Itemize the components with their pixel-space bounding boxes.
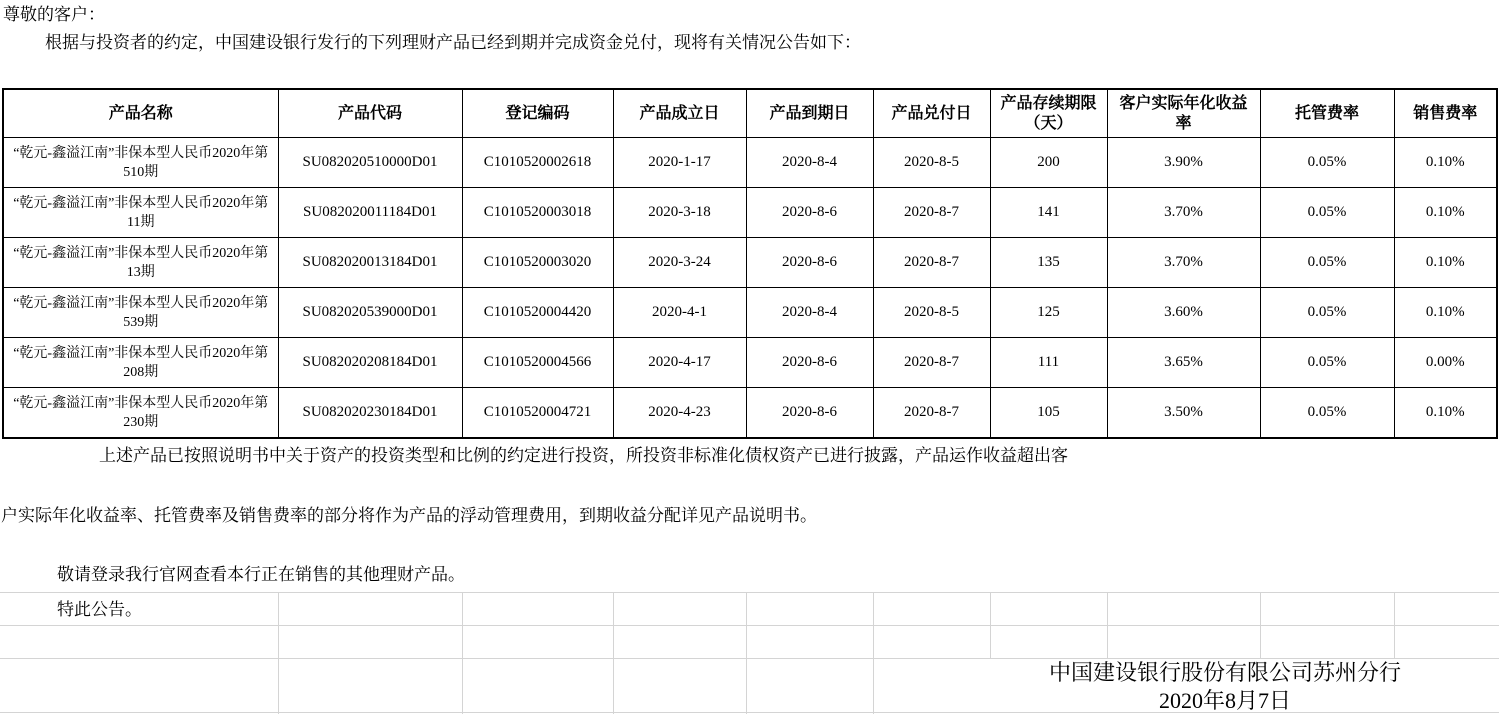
cell-duration-days: 141 [990, 188, 1107, 238]
date-text: 2020年8月7日 [1158, 688, 1291, 713]
header-product-code: 产品代码 [278, 89, 462, 138]
paragraph-notice: 特此公告。 [57, 600, 142, 619]
cell-establish-date: 2020-4-1 [613, 288, 746, 338]
cell-product-code: SU082020510000D01 [278, 138, 462, 188]
header-registration-code: 登记编码 [462, 89, 613, 138]
cell-establish-date: 2020-4-17 [613, 338, 746, 388]
cell-registration-code: C1010520002618 [462, 138, 613, 188]
cell-custody-fee: 0.05% [1260, 388, 1394, 439]
cell-registration-code: C1010520003020 [462, 238, 613, 288]
gridline-horizontal [0, 592, 1499, 593]
paragraph-fee: 户实际年化收益率、托管费率及销售费率的部分将作为产品的浮动管理费用，到期收益分配详见产品说明书。 [1, 506, 817, 525]
cell-registration-code: C1010520004566 [462, 338, 613, 388]
header-payment-date: 产品兑付日 [873, 89, 990, 138]
table-row [3, 138, 1497, 188]
cell-payment-date: 2020-8-5 [873, 288, 990, 338]
cell-duration-days: 125 [990, 288, 1107, 338]
gridline-vertical [1260, 592, 1261, 658]
cell-registration-code: C1010520003018 [462, 188, 613, 238]
header-sales-fee: 销售费率 [1394, 89, 1497, 138]
cell-duration-days: 200 [990, 138, 1107, 188]
intro-text: 根据与投资者的约定，中国建设银行发行的下列理财产品已经到期并完成资金兑付，现将有关情况公告如下： [45, 33, 861, 52]
cell-product-code: SU082020208184D01 [278, 338, 462, 388]
table-body [3, 138, 1497, 439]
gridline-vertical [613, 592, 614, 714]
header-maturity-date: 产品到期日 [746, 89, 873, 138]
paragraph-website: 敬请登录我行官网查看本行正在销售的其他理财产品。 [57, 565, 465, 584]
cell-payment-date: 2020-8-7 [873, 188, 990, 238]
table-header [3, 89, 1497, 138]
table-header-row [3, 89, 1497, 138]
cell-product-name: “乾元-鑫溢江南”非保本型人民币2020年第13期 [3, 238, 278, 288]
cell-sales-fee: 0.10% [1394, 138, 1497, 188]
cell-product-code: SU082020011184D01 [278, 188, 462, 238]
cell-annual-yield: 3.70% [1107, 188, 1260, 238]
gridline-vertical [278, 592, 279, 714]
cell-payment-date: 2020-8-7 [873, 238, 990, 288]
cell-establish-date: 2020-3-18 [613, 188, 746, 238]
cell-maturity-date: 2020-8-4 [746, 288, 873, 338]
cell-sales-fee: 0.10% [1394, 188, 1497, 238]
gridline-vertical [1107, 592, 1108, 658]
cell-maturity-date: 2020-8-4 [746, 138, 873, 188]
gridline-horizontal [0, 625, 1499, 626]
cell-annual-yield: 3.90% [1107, 138, 1260, 188]
cell-duration-days: 111 [990, 338, 1107, 388]
table-row [3, 388, 1497, 439]
gridline-vertical [1394, 592, 1395, 658]
cell-product-code: SU082020539000D01 [278, 288, 462, 338]
cell-product-name: “乾元-鑫溢江南”非保本型人民币2020年第510期 [3, 138, 278, 188]
header-duration-days: 产品存续期限（天） [990, 89, 1107, 138]
greeting-text: 尊敬的客户： [3, 5, 105, 24]
header-custody-fee: 托管费率 [1260, 89, 1394, 138]
cell-annual-yield: 3.65% [1107, 338, 1260, 388]
cell-establish-date: 2020-1-17 [613, 138, 746, 188]
products-table [2, 88, 1498, 439]
cell-registration-code: C1010520004721 [462, 388, 613, 439]
gridline-vertical [873, 592, 874, 714]
cell-establish-date: 2020-3-24 [613, 238, 746, 288]
signature-text: 中国建设银行股份有限公司苏州分行 [1048, 660, 1401, 685]
cell-sales-fee: 0.00% [1394, 338, 1497, 388]
cell-custody-fee: 0.05% [1260, 138, 1394, 188]
gridline-vertical [990, 592, 991, 658]
cell-maturity-date: 2020-8-6 [746, 388, 873, 439]
header-annual-yield: 客户实际年化收益率 [1107, 89, 1260, 138]
paragraph-investment: 上述产品已按照说明书中关于资产的投资类型和比例的约定进行投资，所投资非标准化债权资产已进行披露，产品运作收益超出客 [99, 446, 1068, 465]
cell-maturity-date: 2020-8-6 [746, 338, 873, 388]
cell-payment-date: 2020-8-7 [873, 338, 990, 388]
cell-establish-date: 2020-4-23 [613, 388, 746, 439]
gridline-vertical [462, 592, 463, 714]
cell-product-name: “乾元-鑫溢江南”非保本型人民币2020年第208期 [3, 338, 278, 388]
table-row [3, 338, 1497, 388]
cell-duration-days: 105 [990, 388, 1107, 439]
cell-custody-fee: 0.05% [1260, 288, 1394, 338]
cell-duration-days: 135 [990, 238, 1107, 288]
header-product-name: 产品名称 [3, 89, 278, 138]
cell-product-name: “乾元-鑫溢江南”非保本型人民币2020年第11期 [3, 188, 278, 238]
cell-maturity-date: 2020-8-6 [746, 238, 873, 288]
cell-annual-yield: 3.50% [1107, 388, 1260, 439]
cell-custody-fee: 0.05% [1260, 338, 1394, 388]
cell-payment-date: 2020-8-5 [873, 138, 990, 188]
cell-annual-yield: 3.70% [1107, 238, 1260, 288]
cell-maturity-date: 2020-8-6 [746, 188, 873, 238]
cell-sales-fee: 0.10% [1394, 288, 1497, 338]
table-row [3, 238, 1497, 288]
cell-custody-fee: 0.05% [1260, 188, 1394, 238]
gridline-horizontal [0, 658, 1499, 659]
table-row [3, 288, 1497, 338]
cell-annual-yield: 3.60% [1107, 288, 1260, 338]
cell-product-code: SU082020013184D01 [278, 238, 462, 288]
cell-product-name: “乾元-鑫溢江南”非保本型人民币2020年第230期 [3, 388, 278, 439]
table-row [3, 188, 1497, 238]
gridline-vertical [746, 592, 747, 714]
cell-product-code: SU082020230184D01 [278, 388, 462, 439]
cell-product-name: “乾元-鑫溢江南”非保本型人民币2020年第539期 [3, 288, 278, 338]
signature-block [1020, 660, 1430, 714]
cell-registration-code: C1010520004420 [462, 288, 613, 338]
cell-custody-fee: 0.05% [1260, 238, 1394, 288]
header-establish-date: 产品成立日 [613, 89, 746, 138]
cell-payment-date: 2020-8-7 [873, 388, 990, 439]
cell-sales-fee: 0.10% [1394, 388, 1497, 439]
cell-sales-fee: 0.10% [1394, 238, 1497, 288]
